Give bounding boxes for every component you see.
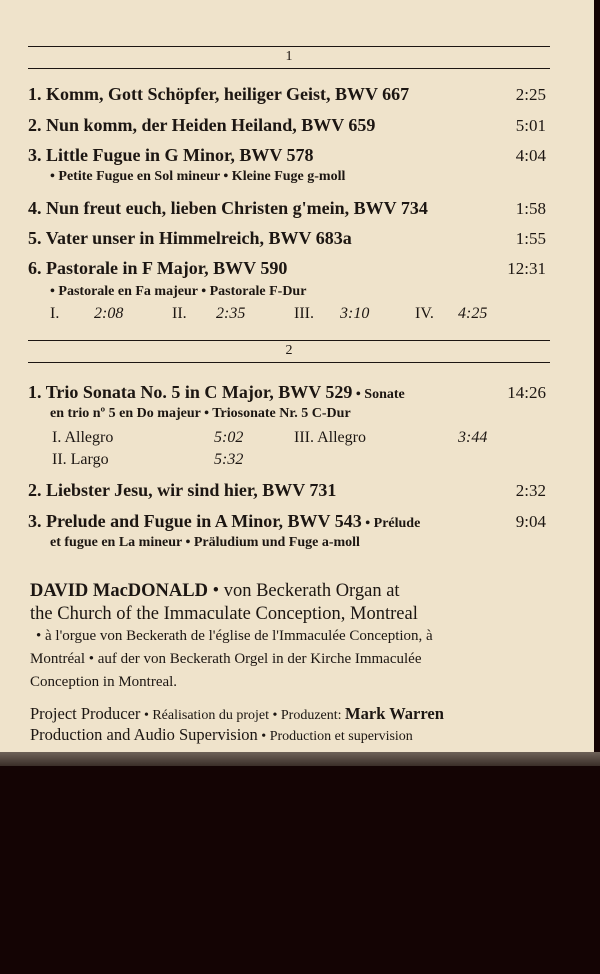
- track-time: 5:01: [515, 116, 546, 135]
- credits-line: • à l'orgue von Beckerath de l'église de l'Immaculée Conception, à: [36, 628, 433, 644]
- track-subtitle: en trio nº 5 en Do majeur • Triosonate Nr. 5 C-Dur: [50, 406, 351, 421]
- credits-line: Conception in Montreal.: [30, 674, 178, 690]
- movement-time: 4:25: [458, 305, 488, 322]
- track-title-tail: • Prélude: [361, 516, 421, 531]
- track-time: 14:26: [507, 383, 546, 402]
- track-row: [28, 511, 552, 532]
- performer-name: DAVID MacDONALD: [30, 581, 208, 601]
- producer-name: Mark Warren: [345, 704, 444, 723]
- track-number: 6.: [28, 258, 42, 278]
- side-2-label: 2: [285, 343, 293, 358]
- movement-time: 2:08: [94, 305, 124, 322]
- track-number: 1.: [28, 84, 42, 104]
- track-subtitle: • Petite Fugue en Sol mineur • Kleine Fuge g-moll: [50, 169, 346, 184]
- track-row: [28, 480, 552, 501]
- movement: [294, 305, 314, 323]
- movement-label: I. Allegro: [52, 429, 114, 446]
- side-1-label: 1: [285, 49, 293, 64]
- track-row: [28, 115, 552, 136]
- track-time: 2:32: [515, 481, 546, 500]
- producer-line: [30, 704, 444, 724]
- rule: [28, 46, 550, 47]
- track-title: Pastorale in F Major, BWV 590: [46, 258, 288, 278]
- track-number: 3.: [28, 145, 42, 165]
- supervision-label: Production and Audio Supervision: [30, 725, 258, 744]
- track-time: 1:58: [515, 199, 546, 218]
- rule: [28, 340, 550, 341]
- track-row: [28, 382, 552, 403]
- movement-label: IV.: [415, 305, 434, 322]
- track-time: 4:04: [515, 146, 546, 165]
- track-number: 3.: [28, 511, 42, 531]
- track-title: Prelude and Fugue in A Minor, BWV 543: [46, 511, 362, 531]
- track-time: 2:25: [515, 85, 546, 104]
- track-row: [28, 84, 552, 105]
- track-title: Liebster Jesu, wir sind hier, BWV 731: [46, 480, 337, 500]
- track-title: Komm, Gott Schöpfer, heiliger Geist, BWV 667: [46, 84, 410, 104]
- track-time: 9:04: [515, 512, 546, 531]
- producer-label: Project Producer: [30, 704, 141, 723]
- track-title: Nun komm, der Heiden Heiland, BWV 659: [46, 115, 376, 135]
- movement-label: III. Allegro: [294, 429, 366, 446]
- movement-label: I.: [50, 305, 60, 322]
- movement-time: 3:10: [340, 305, 370, 322]
- producer-translation: • Réalisation du projet • Produzent:: [140, 708, 346, 723]
- rule: [28, 362, 550, 363]
- track-title: Vater unser in Himmelreich, BWV 683a: [45, 228, 352, 248]
- track-number: 2.: [28, 115, 42, 135]
- track-number: 5.: [28, 228, 42, 248]
- card-edge-shadow: [0, 752, 600, 766]
- movement-time: 2:35: [216, 305, 246, 322]
- credits-line: the Church of the Immaculate Conception, Montreal: [30, 604, 418, 624]
- movement: [172, 305, 187, 323]
- supervision-line: [30, 725, 413, 745]
- track-row: [28, 145, 552, 166]
- track-title: Nun freut euch, lieben Christen g'mein, BWV 734: [46, 198, 428, 218]
- track-title: Trio Sonata No. 5 in C Major, BWV 529: [45, 382, 353, 402]
- movement-time: 5:32: [214, 451, 244, 468]
- track-subtitle: • Pastorale en Fa majeur • Pastorale F-Dur: [50, 284, 307, 299]
- movement: [50, 305, 59, 323]
- rule: [28, 68, 550, 69]
- track-title-tail: • Sonate: [352, 387, 405, 402]
- track-time: 1:55: [515, 229, 546, 248]
- movement-label: II. Largo: [52, 451, 109, 468]
- track-subtitle: et fugue en La mineur • Präludium und Fuge a-moll: [50, 535, 360, 550]
- credits-line: Montréal • auf der von Beckerath Orgel in der Kirche Immaculée: [30, 651, 422, 667]
- movement: [415, 305, 434, 323]
- credits-line: [30, 581, 400, 602]
- track-number: 4.: [28, 198, 42, 218]
- supervision-translation: • Production et supervision: [257, 729, 413, 744]
- movement-label: II.: [172, 305, 187, 322]
- track-time: 12:31: [507, 259, 546, 278]
- movement-time: 3:44: [458, 429, 488, 446]
- track-number: 2.: [28, 480, 42, 500]
- track-row: [28, 198, 552, 219]
- track-number: 1.: [28, 382, 42, 402]
- track-title: Little Fugue in G Minor, BWV 578: [46, 145, 314, 165]
- credits-text: • von Beckerath Organ at: [207, 581, 400, 601]
- movement-time: 5:02: [214, 429, 244, 446]
- movement-label: III.: [294, 305, 314, 322]
- track-row: [28, 258, 552, 279]
- track-row: [28, 228, 552, 249]
